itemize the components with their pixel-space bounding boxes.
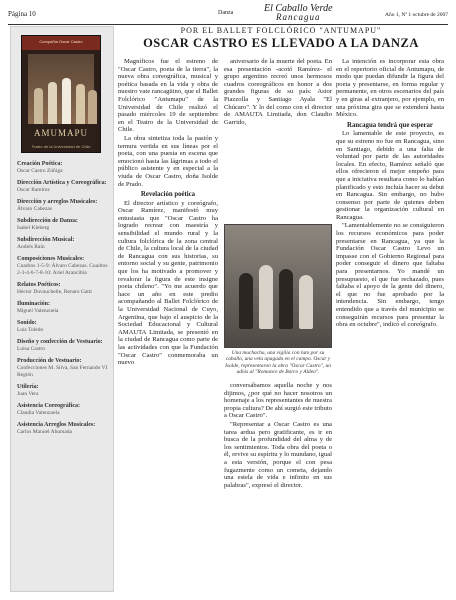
paragraph: Magníficos fue el estreno de "Oscar Castro, poeta de la tierra", la nueva obra coreográfica, musical y poética basada en la vida y obra de nuestro vate rancagüino, que el Ballet Folclórico "Antumapu" de la Universidad de Chile realizó el pasado miércoles 19 de septiembre en el Teatro de la Universidad de Chile. xyxy=(118,58,218,134)
credit-role: Iluminación: xyxy=(17,301,51,307)
credit-person: Juan Vera xyxy=(17,391,39,397)
paragraph: aniversario de la muerte del poeta. En esa presentación -acotó Ramírez- el grupo argentino recreó unos hermosos cuadros coreográficos en honor a dos grandes figuras de su país: Astor Piazzolla y Santiago Ayala "El Chúcaro". Y lo del como con el director de AMAUTA Limitada, don Claudio Garrido, xyxy=(224,58,332,126)
credit-person: Luisa Castro xyxy=(17,346,45,352)
credit-role: Sonido: xyxy=(17,320,37,326)
poster-company: Compañía Oscar Castro xyxy=(39,39,83,44)
dance-photo xyxy=(224,224,332,348)
credit-person: Andrés Rain xyxy=(17,244,45,250)
masthead-title: El Caballo Verde xyxy=(264,3,333,14)
poster-figure xyxy=(62,78,71,124)
article-headline: OSCAR CASTRO ES LLEVADO A LA DANZA xyxy=(143,36,419,50)
credit-entry xyxy=(17,403,111,417)
poster-figure xyxy=(76,84,85,124)
poster-figure xyxy=(34,88,43,124)
credit-person: Miguel Valenzuela xyxy=(17,308,59,314)
paragraph: "Representar a Oscar Castro es una tarea ardua pero gratificante, es ir en busca de la profundidad del alma y de los sentimientos. Toda obra del poeta o él, revive su espíritu y lo mundano, igual a esta versión, porque el con pesa fugazmente como un cometa, dejando una estela de vida e infinito en sus palabras", expresó el director. xyxy=(224,420,332,489)
credit-entry xyxy=(17,358,111,379)
paragraph: La intención es incorporar esta obra en el repertorio oficial de Antumapu, de modo que puedan difundir la figura del poeta y presentarse, en forma regular y permanente, en otros escenarios del país y en giras al extranjero, por ejemplo, en una próxima gira que se extenderá hasta México. xyxy=(336,58,444,119)
credit-entry xyxy=(17,256,111,277)
article-kicker: POR EL BALLET FOLCLÓRICO "ANTUMAPU" xyxy=(180,26,382,35)
credit-person: Confecciones M. Silva, San Fernando VI Región xyxy=(17,365,108,378)
credit-role: Asistencia Arreglos Musicales: xyxy=(17,422,96,428)
credit-entry xyxy=(17,282,111,296)
header-rule xyxy=(8,24,448,25)
credit-role: Dirección y arreglos Musicales: xyxy=(17,199,98,205)
page-header xyxy=(8,4,448,24)
credit-role: Dirección Artística y Coreográfica: xyxy=(17,180,107,186)
credit-person: Álvaro Cabezas xyxy=(17,206,52,212)
masthead-subtitle: Rancagua xyxy=(276,12,321,22)
credit-person: Isabel Kleberg xyxy=(17,225,50,231)
photo-dancer xyxy=(299,275,313,329)
credit-person: Cuadros 1-5-9: Álvaro Cabezas. Cuadros 2-3-4-6-7-8-10: Ariel Arancibia xyxy=(17,263,108,276)
paragraph: "Lamentablemente no se consiguieron los recursos económicos para poder presentarse en Rancagua, ya que la Fundación Oscar Castro Levo un impasse con el Gobierno Regional para poder conseguir el dinero que faltaba para presentarnos. Yo mandé un presupuesto, el que fue rechazado, pues faltaba el apoyo de la gente del dinero, el que no fue aprobado por la intendencia. Sin embargo, tengo entendido que a través del municipio se conseguirán recursos para presentar la obra en octubre", indicó el coreógrafo. xyxy=(336,222,444,329)
poster-title: AMUMAPU xyxy=(33,128,88,138)
issue-info: Año 1, Nº 1 octubre de 2007 xyxy=(385,12,448,18)
article-column-2-top xyxy=(224,58,332,222)
credit-role: Asistencia Coreográfica: xyxy=(17,403,81,409)
paragraph: La obra sintetiza toda la pasión y ternura vertida en sus líneas por el poeta, con una puesta en escena que emocionó hasta las lágrimas a todo el público asistente y en especial a la viuda de Oscar Castro, doña Isolde de Prado. xyxy=(118,134,218,188)
photo-dancer xyxy=(279,269,293,329)
credits-sidebar xyxy=(10,26,114,592)
paragraph: El director artístico y coreógrafo, Oscar Ramírez, manifestó muy entusiasta que "Oscar Castro ha logrado recrear con maestría y sensibilidad el mundo rural y la cultura folclórica de la zona central de Chile, la cultura local de la ciudad de Rancagua con sus historias, su entorno social y su gente, patrimonio que los ha motivado a promover y revalorar la figura de este insigne poeta chileno". "Yo me acuerdo que hace un año en este predio acompañando al Ballet Folclórico de la Universidad Nacional de Cuyo, Argentina, que bajo el auspicio de la Sociedad Educacional y Cultural AMAUTA Limitada, se presentó en la ciudad de Rancagua como parte de las actividades con que la Fundación "Oscar Castro" conmemoraba un nuevo xyxy=(118,199,218,367)
credit-person: Oscar Castro Zúñiga xyxy=(17,168,63,174)
credit-entry xyxy=(17,237,111,251)
poster-figure xyxy=(48,82,57,124)
article-column-3 xyxy=(336,58,444,592)
credit-role: Subdirección de Danza: xyxy=(17,218,78,224)
credit-entry xyxy=(17,320,111,334)
paragraph: Lo lamentable de este proyecto, es que su estreno no fue en Rancagua, sino en Santiago, debido a una falta de voluntad por parte de las autoridades locales. En efecto, Ramírez señaló que ellos ofrecieron el mejor empeño para que a iniciativa resultara como lo habían planificado y esto incluía hacer su debut en Rancagua. Sin embargo, no hubo consenso por parte de quienes deben gestionar la organización cultural en Rancagua. xyxy=(336,130,444,221)
poster-figure xyxy=(88,90,97,124)
paragraph: conversábamos aquella noche y nos dijimos, ¿por qué no hacer nosotros un homenaje a los representantes de nuestra propia cultura? De ahí surgió este tributo a Oscar Castro". xyxy=(224,382,332,420)
subheading: Revelación poética xyxy=(140,191,196,199)
credit-person: Claudia Valenzuela xyxy=(17,410,60,416)
credit-entry xyxy=(17,384,111,398)
credit-person: Oscar Ramírez xyxy=(17,187,50,193)
credit-role: Composiciones Musicales: xyxy=(17,256,85,262)
credit-entry xyxy=(17,218,111,232)
credit-entry xyxy=(17,339,111,353)
section-label: Danza xyxy=(218,10,234,16)
credit-entry xyxy=(17,180,111,194)
photo-dancer xyxy=(239,273,253,329)
article-column-1 xyxy=(118,58,218,592)
poster-stage xyxy=(28,54,94,124)
photo-dancer xyxy=(259,265,273,329)
credit-entry xyxy=(17,161,111,175)
poster-image xyxy=(21,35,101,153)
poster-footer: Teatro de la Universidad de Chile xyxy=(31,144,91,149)
credit-role: Diseño y confección de Vestuario: xyxy=(17,339,103,345)
credit-role: Utilería: xyxy=(17,384,39,390)
credit-role: Creación Poética: xyxy=(17,161,63,167)
credit-person: Carlos Manuel Ahumada xyxy=(17,429,72,435)
credit-entry xyxy=(17,199,111,213)
credit-person: Luis Toledo xyxy=(17,327,44,333)
credit-role: Producción de Vestuario: xyxy=(17,358,82,364)
credit-entry xyxy=(17,422,111,436)
credit-entry xyxy=(17,301,111,315)
masthead-logo xyxy=(264,4,333,22)
credit-role: Subdirección Musical: xyxy=(17,237,75,243)
credits-list xyxy=(17,161,111,441)
photo-caption: Una muchacha, una vigilia con luto por su caballo, una vela apagada en el campo. Oscar y Isolde, representaron la obra "Oscar Castro", un adiós al "Romance de Barco y Aldea". xyxy=(225,350,331,375)
credit-role: Relatos Poéticos: xyxy=(17,282,61,288)
credit-person: Héctor Duvauchelle, Renato Gatti xyxy=(17,289,92,295)
page-number: Página 10 xyxy=(8,10,36,18)
subheading: Rancagua tendrá que esperar xyxy=(347,121,433,129)
article-column-2-bottom xyxy=(224,382,332,592)
